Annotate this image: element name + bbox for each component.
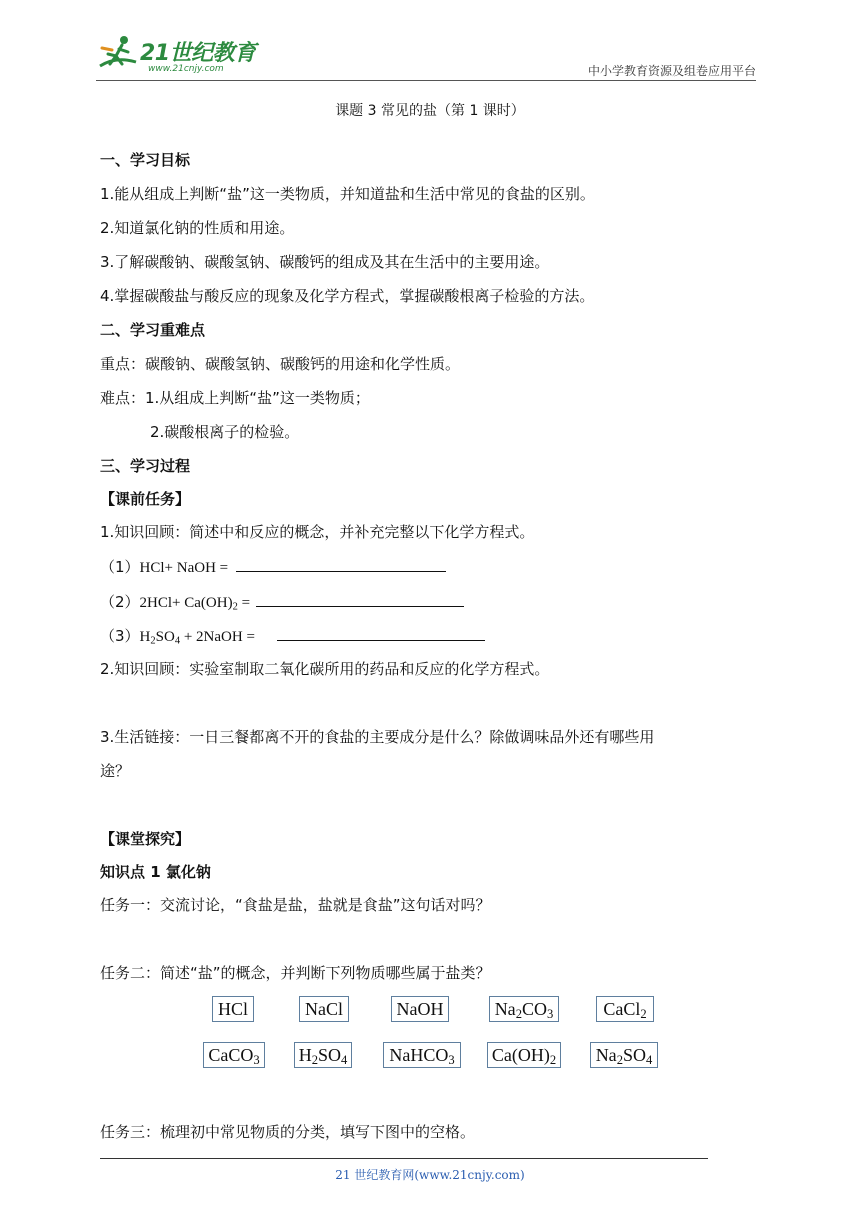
logo-text: 21世纪教育 — [140, 41, 256, 66]
equation-2-subscript: 2 — [232, 601, 238, 613]
goal-item-4: 4.掌握碳酸盐与酸反应的现象及化学方程式，掌握碳酸根离子检验的方法。 — [100, 287, 595, 305]
formula-subscript: 4 — [646, 1053, 653, 1068]
equation-3-text-c: + 2NaOH = — [180, 629, 255, 645]
formula-text: NaOH — [396, 999, 444, 1019]
formula-text: CaCl — [603, 999, 641, 1019]
task-1-text: 任务一：交流讨论，“食盐是盐，盐就是食盐”这句话对吗？ — [100, 896, 491, 914]
formula-box — [590, 1042, 658, 1068]
equation-3-subscript-1: 2 — [150, 635, 156, 647]
formula-box — [299, 996, 349, 1022]
logo-url: www.21cnjy.com — [148, 64, 224, 74]
formula-subscript: 2 — [549, 1053, 557, 1068]
header-divider — [96, 80, 756, 81]
life-link-line-2: 途？ — [100, 762, 131, 780]
equation-2-equals: = — [237, 595, 251, 611]
formula-box — [383, 1042, 461, 1068]
formula-text: CaCO — [208, 1045, 254, 1065]
formula-text: Ca(OH) — [491, 1045, 550, 1065]
formula-text: CO — [521, 999, 547, 1019]
key-point-text: 重点：碳酸钠、碳酸氢钠、碳酸钙的用途和化学性质。 — [100, 355, 461, 373]
equation-1-blank[interactable] — [236, 557, 446, 572]
footer-divider — [100, 1158, 708, 1159]
site-logo[interactable] — [96, 30, 266, 80]
formula-subscript: 3 — [547, 1007, 554, 1022]
review-question-1: 1.知识回顾：简述中和反应的概念，并补充完整以下化学方程式。 — [100, 523, 535, 541]
formula-box — [489, 996, 559, 1022]
formula-box — [391, 996, 449, 1022]
formula-subscript: 2 — [311, 1053, 318, 1068]
equation-3-subscript-2: 4 — [174, 635, 181, 647]
page-title: 课题 3 常见的盐（第 1 课时） — [335, 103, 525, 119]
knowledge-point-1-heading: 知识点 1 氯化钠 — [100, 863, 211, 881]
formula-subscript: 4 — [341, 1053, 348, 1068]
equation-2-text: 2HCl+ Ca(OH) — [139, 595, 233, 611]
formula-text: H — [298, 1045, 312, 1065]
formula-subscript: 2 — [616, 1053, 623, 1068]
equation-1-prefix: （1） — [100, 558, 140, 576]
runner-logo-icon — [96, 32, 140, 76]
class-inquiry-heading: 【课堂探究】 — [100, 830, 191, 848]
formula-box — [294, 1042, 352, 1068]
equation-1-text: HCl+ NaOH = — [139, 560, 229, 576]
section-heading-goals: 一、学习目标 — [100, 151, 191, 169]
formula-box — [212, 996, 254, 1022]
formula-text: SO — [622, 1045, 646, 1065]
formula-subscript: 3 — [448, 1053, 455, 1068]
difficult-point-1: 难点：1.从组成上判断“盐”这一类物质； — [100, 389, 370, 407]
equation-2-blank[interactable] — [256, 592, 464, 607]
section-heading-keypoints: 二、学习重难点 — [100, 321, 206, 339]
equation-3-prefix: （3） — [100, 627, 140, 645]
equation-3-text-b: SO — [155, 629, 175, 645]
pre-class-task-heading: 【课前任务】 — [100, 490, 191, 508]
formula-subscript: 2 — [515, 1007, 522, 1022]
goal-item-2: 2.知道氯化钠的性质和用途。 — [100, 219, 295, 237]
formula-subscript: 2 — [640, 1007, 647, 1022]
formula-subscript: 3 — [253, 1053, 260, 1068]
equation-3-blank[interactable] — [277, 626, 485, 641]
goal-item-3: 3.了解碳酸钠、碳酸氢钠、碳酸钙的组成及其在生活中的主要用途。 — [100, 253, 550, 271]
formula-text: NaHCO — [389, 1045, 449, 1065]
formula-box — [487, 1042, 561, 1068]
formula-text: Na — [494, 999, 516, 1019]
goal-item-1: 1.能从组成上判断“盐”这一类物质，并知道盐和生活中常见的食盐的区别。 — [100, 185, 595, 203]
equation-2 — [100, 592, 464, 613]
equation-3-text-a: H — [139, 629, 151, 645]
header-platform-text: 中小学教育资源及组卷应用平台 — [587, 64, 756, 78]
equation-2-prefix: （2） — [100, 593, 140, 611]
review-question-2: 2.知识回顾：实验室制取二氧化碳所用的药品和反应的化学方程式。 — [100, 660, 550, 678]
formula-text: SO — [317, 1045, 341, 1065]
formula-text: HCl — [217, 999, 248, 1019]
equation-3 — [100, 626, 485, 647]
equation-1 — [100, 557, 446, 578]
formula-box — [203, 1042, 265, 1068]
task-2-text: 任务二：简述“盐”的概念，并判断下列物质哪些属于盐类？ — [100, 964, 491, 982]
section-heading-process: 三、学习过程 — [100, 457, 191, 475]
formula-text: NaCl — [305, 999, 343, 1019]
task-3-text: 任务三：梳理初中常见物质的分类，填写下图中的空格。 — [100, 1123, 476, 1141]
formula-text: Na — [595, 1045, 617, 1065]
formula-box — [596, 996, 654, 1022]
footer-text[interactable]: 21 世纪教育网(www.21cnjy.com) — [335, 1168, 525, 1182]
life-link-line-1: 3.生活链接：一日三餐都离不开的食盐的主要成分是什么？除做调味品外还有哪些用 — [100, 728, 655, 746]
difficult-point-2: 2.碳酸根离子的检验。 — [150, 423, 300, 441]
